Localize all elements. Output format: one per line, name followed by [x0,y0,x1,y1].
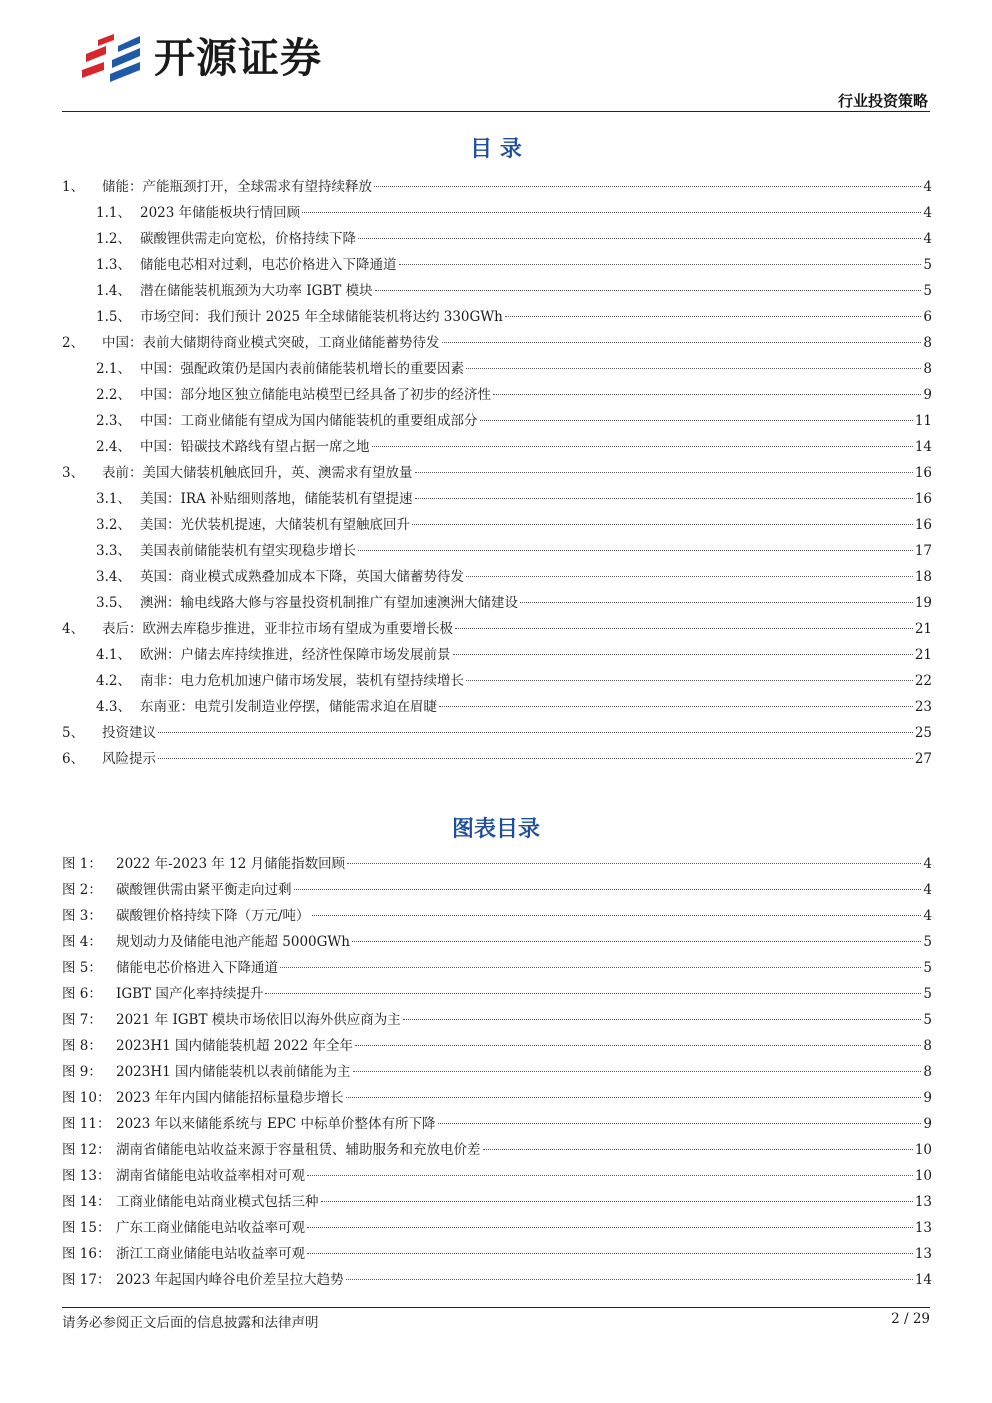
figure-entry[interactable] [62,1007,932,1033]
entry-label: 中国：强配政策仍是国内表前储能装机增长的重要因素 [140,361,464,377]
entry-number: 1.4、 [96,283,131,299]
toc-entry[interactable] [62,356,932,382]
toc-entry[interactable] [62,616,932,642]
dot-leader [312,915,922,916]
entry-number: 图 2： [62,882,102,898]
dot-leader [439,706,913,707]
dot-leader [355,1045,921,1046]
entry-number: 图 6： [62,986,102,1002]
entry-page-number: 5 [923,1012,932,1028]
entry-number: 2.4、 [96,439,131,455]
entry-label: 东南亚：电荒引发制造业停摆，储能需求迫在眉睫 [140,699,437,715]
entry-label: 储能：产能瓶颈打开，全球需求有望持续释放 [102,179,372,195]
entry-number: 图 13： [62,1168,111,1184]
entry-page-number: 19 [914,595,932,611]
entry-label: 市场空间：我们预计 2025 年全球储能装机将达约 330GWh [140,309,503,325]
entry-page-number: 5 [923,986,932,1002]
entry-page-number: 10 [914,1168,932,1184]
entry-page-number: 21 [914,621,932,637]
entry-number: 3.2、 [96,517,131,533]
entry-label: 2021 年 IGBT 模块市场依旧以海外供应商为主 [116,1012,401,1028]
entry-label: 工商业储能电站商业模式包括三种 [116,1194,319,1210]
dot-leader [403,1019,922,1020]
toc-entry[interactable] [62,668,932,694]
figure-entry[interactable] [62,1189,932,1215]
dot-leader [466,368,921,369]
dot-leader [346,1097,922,1098]
entry-label: 投资建议 [102,725,156,741]
entry-page-number: 6 [923,309,932,325]
entry-page-number: 5 [923,960,932,976]
dot-leader [466,576,913,577]
entry-label: IGBT 国产化率持续提升 [116,986,264,1002]
entry-label: 2023H1 国内储能装机超 2022 年全年 [116,1038,353,1054]
entry-page-number: 22 [914,673,932,689]
dot-leader [480,420,913,421]
dot-leader [493,394,921,395]
entry-page-number: 8 [923,1064,932,1080]
dot-leader [374,186,921,187]
dot-leader [372,446,913,447]
entry-page-number: 25 [914,725,932,741]
entry-label: 碳酸锂供需走向宽松，价格持续下降 [140,231,356,247]
dot-leader [280,967,921,968]
entry-page-number: 16 [914,517,932,533]
entry-number: 图 15： [62,1220,111,1236]
dot-leader [353,1071,922,1072]
dot-leader [442,342,922,343]
entry-page-number: 9 [923,1090,932,1106]
toc-entry[interactable] [62,200,932,226]
toc-entry[interactable] [62,226,932,252]
entry-number: 图 16： [62,1246,111,1262]
entry-page-number: 4 [923,179,932,195]
entry-page-number: 10 [914,1142,932,1158]
toc-entry[interactable] [62,460,932,486]
entry-page-number: 16 [914,465,932,481]
toc-entry[interactable] [62,382,932,408]
dot-leader [358,238,921,239]
entry-number: 4.3、 [96,699,131,715]
entry-number: 图 17： [62,1272,111,1288]
toc-entry[interactable] [62,330,932,356]
figure-entry[interactable] [62,1085,932,1111]
dot-leader [520,602,913,603]
entry-label: 2023 年以来储能系统与 EPC 中标单价整体有所下降 [116,1116,436,1132]
dot-leader [307,1253,913,1254]
entry-label: 2023 年储能板块行情回顾 [140,205,301,221]
entry-number: 2.1、 [96,361,131,377]
entry-number: 图 8： [62,1038,102,1054]
dot-leader [158,732,913,733]
dot-leader [415,498,913,499]
entry-page-number: 13 [914,1194,932,1210]
entry-page-number: 27 [914,751,932,767]
figure-entry[interactable] [62,1033,932,1059]
entry-page-number: 4 [923,908,932,924]
figure-entry[interactable] [62,929,932,955]
entry-label: 美国表前储能装机有望实现稳步增长 [140,543,356,559]
entry-label: 储能电芯价格进入下降通道 [116,960,278,976]
dot-leader [358,550,913,551]
toc-entry[interactable] [62,278,932,304]
entry-page-number: 14 [914,439,932,455]
figures-title: 图表目录 [451,817,540,842]
entry-number: 1.5、 [96,309,131,325]
footer-rule [62,1307,930,1308]
dot-leader [453,654,913,655]
dot-leader [455,628,913,629]
entry-label: 广东工商业储能电站收益率可观 [116,1220,305,1236]
logo-text: 开源证券 [154,34,322,82]
entry-page-number: 8 [923,1038,932,1054]
entry-label: 浙江工商业储能电站收益率可观 [116,1246,305,1262]
entry-label: 中国：铅碳技术路线有望占据一席之地 [140,439,370,455]
toc-list [62,174,932,772]
entry-number: 图 9： [62,1064,102,1080]
entry-page-number: 5 [923,934,932,950]
entry-label: 湖南省储能电站收益来源于容量租赁、辅助服务和充放电价差 [116,1142,481,1158]
entry-page-number: 8 [923,335,932,351]
toc-entry[interactable] [62,694,932,720]
entry-label: 潜在储能装机瓶颈为大功率 IGBT 模块 [140,283,373,299]
entry-page-number: 17 [914,543,932,559]
entry-number: 图 1： [62,856,102,872]
entry-label: 表后：欧洲去库稳步推进，亚非拉市场有望成为重要增长极 [102,621,453,637]
entry-number: 图 4： [62,934,102,950]
entry-label: 储能电芯相对过剩，电芯价格进入下降通道 [140,257,397,273]
entry-label: 2023 年年内国内储能招标量稳步增长 [116,1090,344,1106]
figure-entry[interactable] [62,1241,932,1267]
entry-page-number: 21 [914,647,932,663]
entry-number: 5、 [62,725,85,741]
entry-number: 2.3、 [96,413,131,429]
toc-entry[interactable] [62,252,932,278]
entry-label: 碳酸锂供需由紧平衡走向过剩 [116,882,292,898]
toc-entry[interactable] [62,642,932,668]
entry-label: 湖南省储能电站收益率相对可观 [116,1168,305,1184]
entry-label: 英国：商业模式成熟叠加成本下降，英国大储蓄势待发 [140,569,464,585]
entry-number: 3、 [62,465,85,481]
entry-label: 风险提示 [102,751,156,767]
entry-number: 3.1、 [96,491,131,507]
entry-page-number: 14 [914,1272,932,1288]
entry-page-number: 23 [914,699,932,715]
entry-number: 图 10： [62,1090,111,1106]
toc-entry[interactable] [62,746,932,772]
dot-leader [466,680,913,681]
dot-leader [302,212,921,213]
figure-entry[interactable] [62,1163,932,1189]
figure-entry[interactable] [62,1215,932,1241]
entry-number: 2.2、 [96,387,131,403]
header-rule [62,111,930,112]
entry-number: 3.5、 [96,595,131,611]
entry-number: 图 12： [62,1142,111,1158]
entry-number: 图 3： [62,908,102,924]
entry-page-number: 8 [923,361,932,377]
entry-page-number: 4 [923,882,932,898]
entry-number: 1.2、 [96,231,131,247]
entry-label: 南非：电力危机加速户储市场发展，装机有望持续增长 [140,673,464,689]
toc-entry[interactable] [62,590,932,616]
figure-entry[interactable] [62,1267,932,1293]
dot-leader [438,1123,922,1124]
entry-label: 2022 年-2023 年 12 月储能指数回顾 [116,856,346,872]
entry-page-number: 9 [923,387,932,403]
dot-leader [415,472,913,473]
entry-label: 表前：美国大储装机触底回升，英、澳需求有望放量 [102,465,413,481]
entry-label: 澳洲：输电线路大修与容量投资机制推广有望加速澳洲大储建设 [140,595,518,611]
toc-entry[interactable] [62,486,932,512]
entry-page-number: 13 [914,1246,932,1262]
figure-entry[interactable] [62,1059,932,1085]
figure-entry[interactable] [62,877,932,903]
dot-leader [347,863,921,864]
figure-entry[interactable] [62,981,932,1007]
logo-mark-icon [78,30,144,86]
company-logo [78,30,322,86]
dot-leader [294,889,922,890]
toc-entry[interactable] [62,564,932,590]
toc-entry[interactable] [62,304,932,330]
dot-leader [307,1175,913,1176]
entry-label: 中国：部分地区独立储能电站模型已经具备了初步的经济性 [140,387,491,403]
dot-leader [265,993,921,994]
entry-number: 图 14： [62,1194,111,1210]
entry-number: 4.2、 [96,673,131,689]
figure-entry[interactable] [62,1137,932,1163]
entry-label: 美国：光伏装机提速，大储装机有望触底回升 [140,517,410,533]
entry-number: 3.3、 [96,543,131,559]
figure-entry[interactable] [62,851,932,877]
dot-leader [158,758,913,759]
report-type-label: 行业投资策略 [837,92,928,110]
toc-entry[interactable] [62,174,932,200]
page-indicator: 2 / 29 [891,1311,930,1327]
figures-list [62,851,932,1293]
dot-leader [483,1149,913,1150]
dot-leader [505,316,922,317]
footer-disclaimer: 请务必参阅正文后面的信息披露和法律声明 [62,1315,319,1331]
dot-leader [321,1201,913,1202]
entry-page-number: 13 [914,1220,932,1236]
entry-number: 图 7： [62,1012,102,1028]
dot-leader [307,1227,913,1228]
entry-number: 4.1、 [96,647,131,663]
entry-page-number: 9 [923,1116,932,1132]
dot-leader [375,290,922,291]
toc-entry[interactable] [62,434,932,460]
toc-entry[interactable] [62,512,932,538]
dot-leader [352,941,921,942]
entry-number: 4、 [62,621,85,637]
entry-page-number: 4 [923,856,932,872]
entry-page-number: 4 [923,205,932,221]
entry-number: 3.4、 [96,569,131,585]
entry-number: 6、 [62,751,85,767]
toc-entry[interactable] [62,408,932,434]
entry-number: 1.1、 [96,205,131,221]
entry-label: 碳酸锂价格持续下降（万元/吨） [116,908,310,924]
entry-number: 图 5： [62,960,102,976]
entry-page-number: 4 [923,231,932,247]
dot-leader [346,1279,913,1280]
entry-page-number: 5 [923,257,932,273]
entry-label: 2023H1 国内储能装机以表前储能为主 [116,1064,351,1080]
entry-label: 规划动力及储能电池产能超 5000GWh [116,934,351,950]
toc-entry[interactable] [62,720,932,746]
entry-page-number: 11 [914,413,932,429]
entry-number: 2、 [62,335,85,351]
entry-label: 中国：表前大储期待商业模式突破，工商业储能蓄势待发 [102,335,440,351]
dot-leader [399,264,922,265]
entry-label: 中国：工商业储能有望成为国内储能装机的重要组成部分 [140,413,478,429]
entry-page-number: 18 [914,569,932,585]
figure-entry[interactable] [62,903,932,929]
entry-number: 1、 [62,179,85,195]
entry-label: 2023 年起国内峰谷电价差呈拉大趋势 [116,1272,344,1288]
entry-label: 美国：IRA 补贴细则落地，储能装机有望提速 [140,491,413,507]
entry-page-number: 5 [923,283,932,299]
figure-entry[interactable] [62,955,932,981]
toc-entry[interactable] [62,538,932,564]
toc-title: 目 录 [470,137,522,162]
dot-leader [412,524,913,525]
entry-label: 欧洲：户储去库持续推进，经济性保障市场发展前景 [140,647,451,663]
entry-number: 图 11： [62,1116,111,1132]
figure-entry[interactable] [62,1111,932,1137]
entry-number: 1.3、 [96,257,131,273]
entry-page-number: 16 [914,491,932,507]
